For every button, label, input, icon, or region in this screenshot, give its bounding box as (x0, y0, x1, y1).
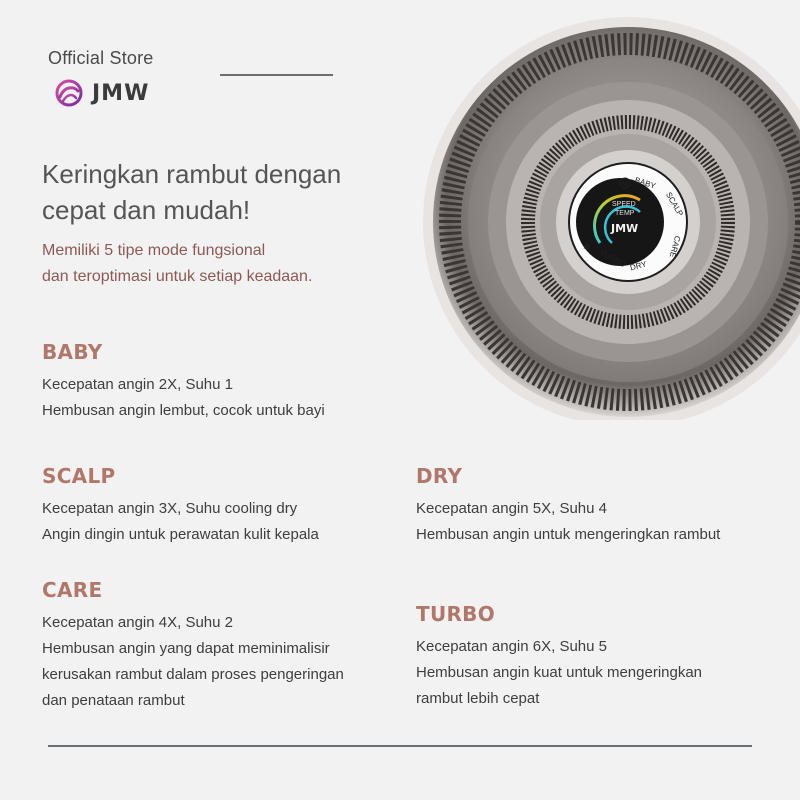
dial-mode-baby: BABY (633, 175, 657, 191)
dial-mode-care: CARE (667, 234, 683, 259)
brand-logo (54, 78, 149, 108)
mode-baby-line-2: Hembusan angin lembut, cocok untuk bayi (42, 402, 325, 419)
headline-line-1: Keringkan rambut dengan (42, 159, 342, 189)
mode-scalp (42, 464, 319, 548)
dial-mode-key: M (622, 181, 628, 188)
dial-mode-dry: DRY (629, 259, 648, 273)
hair-dryer-dial-illustration (410, 0, 800, 420)
mode-turbo-title: TURBO (416, 602, 496, 626)
footer-divider (48, 745, 752, 747)
headline-line-2: cepat dan mudah! (42, 195, 251, 225)
mode-turbo-line-3: rambut lebih cepat (416, 690, 540, 707)
mode-care-line-1: Kecepatan angin 4X, Suhu 2 (42, 614, 233, 631)
mode-care-title: CARE (42, 578, 103, 602)
mode-turbo-line-2: Hembusan angin kuat untuk mengeringkan (416, 664, 703, 681)
jmw-logo-icon (54, 78, 84, 108)
mode-care-line-4: dan penataan rambut (42, 692, 185, 709)
mode-scalp-line-2: Angin dingin untuk perawatan kulit kepala (42, 526, 319, 543)
brand-name: JMW (92, 80, 150, 106)
mode-turbo-line-1: Kecepatan angin 6X, Suhu 5 (416, 638, 607, 655)
mode-scalp-title: SCALP (42, 464, 116, 488)
header-divider (220, 74, 333, 76)
subline (42, 238, 402, 290)
mode-care-line-3: kerusakan rambut dalam proses pengeringan (42, 666, 344, 683)
mode-care (42, 578, 344, 714)
mode-scalp-line-1: Kecepatan angin 3X, Suhu cooling dry (42, 500, 298, 517)
mode-dry-title: DRY (416, 464, 463, 488)
mode-turbo (416, 602, 702, 712)
store-label: Official Store (48, 48, 154, 68)
dial-mode-turbo: TURBO (597, 248, 627, 270)
dial-mode-scalp: SCALP (664, 190, 685, 218)
dial-temp-label: TEMP (615, 210, 635, 217)
dial-speed-label: SPEED (612, 201, 636, 208)
subline-line-2: dan teroptimasi untuk setiap keadaan. (42, 268, 313, 285)
dial-brand-label: JMW (611, 222, 639, 235)
mode-dry-line-2: Hembusan angin untuk mengeringkan rambut (416, 526, 721, 543)
mode-baby-title: BABY (42, 340, 103, 364)
headline (42, 156, 422, 228)
subline-line-1: Memiliki 5 tipe mode fungsional (42, 242, 266, 259)
mode-care-line-2: Hembusan angin yang dapat meminimalisir (42, 640, 330, 657)
mode-baby-line-1: Kecepatan angin 2X, Suhu 1 (42, 376, 233, 393)
mode-dry (416, 464, 720, 548)
mode-dry-line-1: Kecepatan angin 5X, Suhu 4 (416, 500, 607, 517)
snowflake-icon: ❄ (583, 243, 591, 253)
mode-baby (42, 340, 325, 424)
